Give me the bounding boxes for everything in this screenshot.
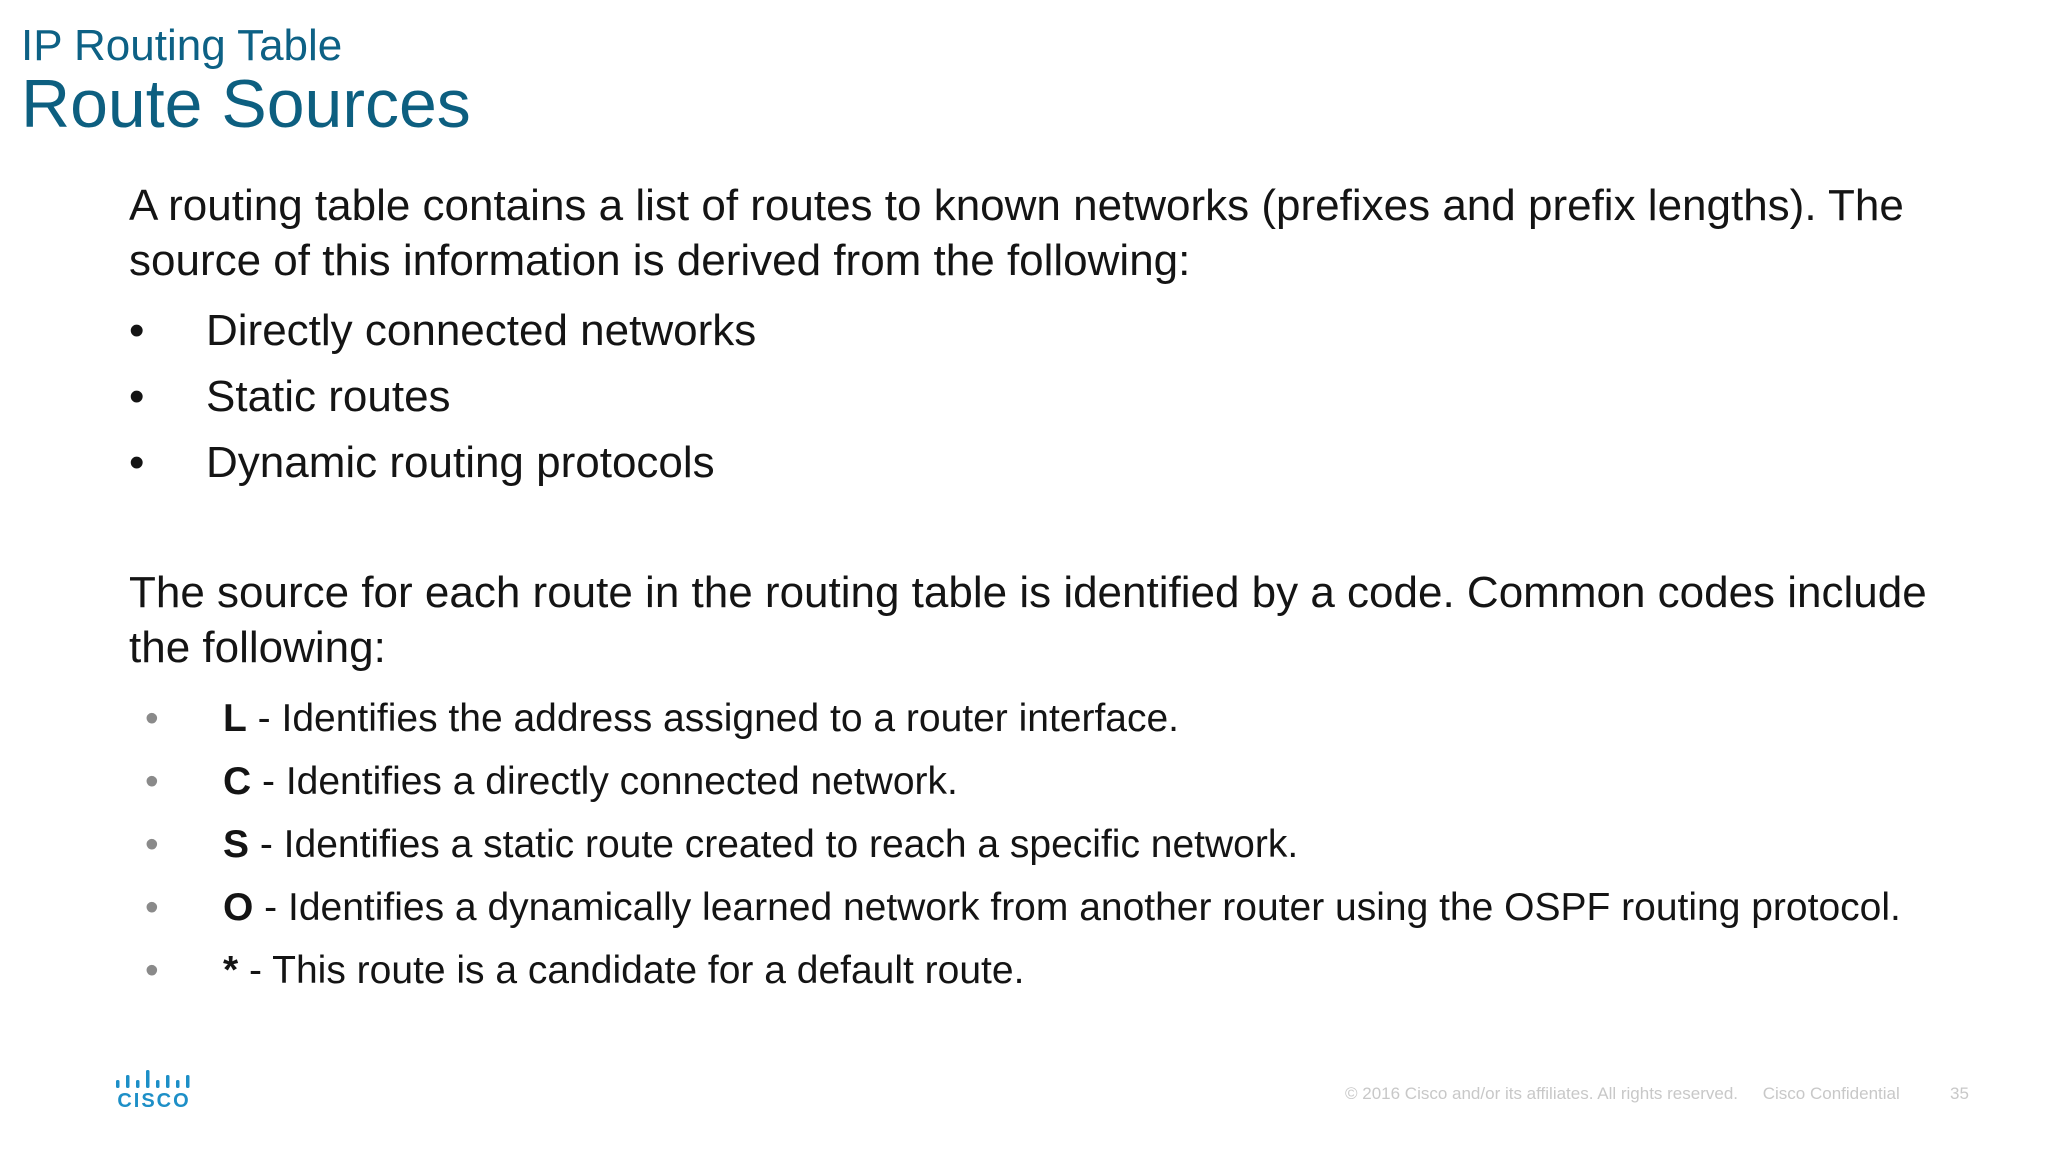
code-list-item — [145, 750, 1901, 813]
bullet-icon: • — [145, 760, 159, 803]
route-code-description: - This route is a candidate for a default route. — [238, 949, 1025, 992]
copyright-text: © 2016 Cisco and/or its affiliates. All rights reserved. — [1345, 1084, 1739, 1103]
cisco-logo-text: CISCO — [117, 1090, 191, 1112]
route-code: C — [223, 760, 252, 803]
route-sources-list — [129, 298, 756, 496]
confidential-text: Cisco Confidential — [1762, 1084, 1900, 1103]
code-list-item — [145, 876, 1901, 939]
route-code-description: - Identifies the address assigned to a router interface. — [246, 697, 1180, 740]
bullet-icon: • — [129, 438, 145, 487]
bullet-icon: • — [129, 306, 145, 355]
route-code: O — [223, 886, 254, 929]
list-item — [129, 298, 756, 364]
route-code: S — [223, 823, 250, 866]
bullet-icon: • — [145, 823, 159, 866]
cisco-logo — [112, 1068, 196, 1114]
route-code: L — [223, 697, 247, 740]
bullet-icon: • — [145, 886, 159, 929]
footer — [1345, 1084, 1920, 1104]
route-code-description: - Identifies a static route created to reach a specific network. — [249, 823, 1299, 866]
list-item-text: Static routes — [206, 372, 451, 421]
route-code-description: - Identifies a dynamically learned network from another router using the OSPF routing protocol. — [253, 886, 1901, 929]
list-item — [129, 430, 756, 496]
bullet-icon: • — [129, 372, 145, 421]
route-code: * — [223, 949, 239, 992]
list-item-text: Directly connected networks — [206, 306, 757, 355]
slide-title: Route Sources — [21, 66, 471, 142]
slide-subtitle: IP Routing Table — [21, 21, 343, 70]
page-number: 35 — [1950, 1084, 1969, 1103]
code-list-item — [145, 939, 1901, 1002]
code-list-item — [145, 813, 1901, 876]
route-code-description: - Identifies a directly connected network. — [251, 760, 958, 803]
codes-paragraph: The source for each route in the routing table is identified by a code. Common codes include the following: — [129, 568, 1927, 672]
intro-paragraph: A routing table contains a list of routes to known networks (prefixes and prefix lengths). The source of this information is derived from the following: — [129, 181, 1904, 285]
bullet-icon: • — [145, 697, 159, 740]
list-item-text: Dynamic routing protocols — [206, 438, 715, 487]
cisco-bars-icon — [112, 1068, 196, 1090]
route-codes-list — [145, 687, 1901, 1002]
code-list-item — [145, 687, 1901, 750]
bullet-icon: • — [145, 949, 159, 992]
list-item — [129, 364, 756, 430]
